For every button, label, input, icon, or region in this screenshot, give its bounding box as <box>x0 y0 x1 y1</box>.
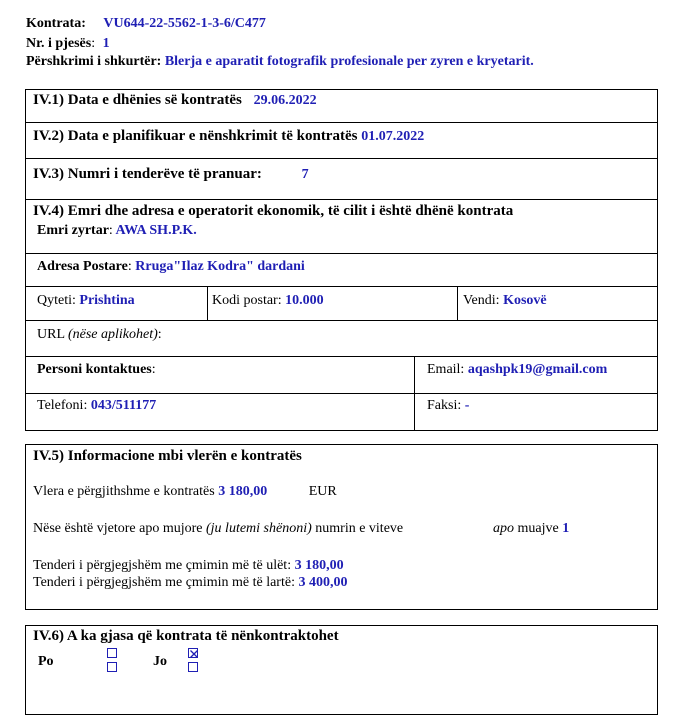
contact-person-label: Personi kontaktues <box>37 362 152 377</box>
country-label: Vendi: <box>463 293 500 308</box>
official-name-label: Emri zyrtar <box>37 223 109 238</box>
fax-line <box>427 398 469 414</box>
signing-date-label: IV.2) Data e planifikuar e nënshkrimit të kontratës <box>33 128 358 144</box>
section-iv4-title: IV.4) Emri dhe adresa e operatorit ekonomik, të cilit i është dhënë kontrata <box>33 203 514 219</box>
divider <box>25 393 658 394</box>
phone-value: 043/511177 <box>90 398 157 413</box>
lowest-tender-line <box>33 558 344 574</box>
checkbox-yes-box[interactable] <box>107 662 117 672</box>
divider <box>25 199 658 200</box>
part-line: Nr. i pjesës: 1 <box>26 36 110 51</box>
tenders-count-value: 7 <box>301 167 309 182</box>
lowest-tender-value: 3 180,00 <box>294 558 344 573</box>
x-mark-icon <box>189 649 199 659</box>
email-label: Email: <box>427 362 465 377</box>
divider-vertical <box>414 356 415 431</box>
divider <box>25 253 658 254</box>
postal-address-value: Rruga"Ilaz Kodra" dardani <box>135 259 305 274</box>
divider-vertical <box>207 286 208 320</box>
divider <box>25 286 658 287</box>
fax-value: - <box>464 398 470 413</box>
contact-person-line: Personi kontaktues: <box>37 362 156 377</box>
months-label: muajve <box>517 521 559 536</box>
official-name-line: Emri zyrtar: AWA SH.P.K. <box>37 223 197 238</box>
country-value: Kosovë <box>503 293 547 308</box>
city-value: Prishtina <box>79 293 135 308</box>
checkbox-no-box[interactable] <box>188 662 198 672</box>
checkbox-yes[interactable] <box>107 648 117 658</box>
url-note: (nëse aplikohet) <box>67 327 158 342</box>
divider <box>25 356 658 357</box>
postal-address-line: Adresa Postare: Rruga"Ilaz Kodra" dardani <box>37 259 305 274</box>
city-line <box>37 293 135 309</box>
url-label: URL <box>37 327 65 342</box>
section-iv3 <box>33 166 309 183</box>
duration-line <box>33 521 403 537</box>
duration-text-c: numrin e viteve <box>315 521 404 536</box>
divider <box>25 158 658 159</box>
months-value: 1 <box>562 521 570 536</box>
country-line <box>463 293 547 309</box>
option-no-label: Jo <box>153 654 167 669</box>
description-line <box>26 54 534 70</box>
duration-text-a: Nëse është vjetore apo mujore <box>33 521 203 536</box>
city-label: Qyteti: <box>37 293 76 308</box>
postal-code-value: 10.000 <box>285 293 324 308</box>
signing-date-value: 01.07.2022 <box>361 129 425 144</box>
lowest-tender-label: Tenderi i përgjegjshëm me çmimin më të ulët: <box>33 558 292 573</box>
total-value: 3 180,00 <box>218 484 268 499</box>
fax-label: Faksi: <box>427 398 462 413</box>
highest-tender-line <box>33 575 347 591</box>
section-iv2 <box>33 128 424 145</box>
postal-address-label: Adresa Postare <box>37 259 128 274</box>
duration-text-b: (ju lutemi shënoni) <box>206 521 312 536</box>
contract-label: Kontrata: <box>26 16 86 31</box>
apo-text: apo <box>493 521 514 536</box>
contract-line <box>26 16 266 32</box>
tenders-count-label: IV.3) Numri i tenderëve të pranuar: <box>33 166 262 182</box>
phone-label: Telefoni: <box>37 398 88 413</box>
part-label: Nr. i pjesës <box>26 36 92 51</box>
email-value: aqashpk19@gmail.com <box>467 362 608 377</box>
divider <box>25 122 658 123</box>
award-date-label: IV.1) Data e dhënies së kontratës <box>33 92 242 108</box>
official-name-value: AWA SH.P.K. <box>115 223 197 238</box>
currency: EUR <box>308 484 337 499</box>
section-iv1 <box>33 92 317 109</box>
divider-vertical <box>457 286 458 320</box>
postal-code-line <box>212 293 324 309</box>
phone-line <box>37 398 156 414</box>
option-yes-label: Po <box>38 654 54 669</box>
highest-tender-value: 3 400,00 <box>298 575 348 590</box>
total-value-label: Vlera e përgjithshme e kontratës <box>33 484 215 499</box>
section-iv5-title: IV.5) Informacione mbi vlerën e kontratës <box>33 448 302 464</box>
description-value: Blerja e aparatit fotografik profesionale per zyren e kryetarit. <box>164 54 534 69</box>
part-number: 1 <box>102 36 110 51</box>
section-iv6-title: IV.6) A ka gjasa që kontrata të nënkontraktohet <box>33 628 339 644</box>
highest-tender-label: Tenderi i përgjegjshëm me çmimin më të lartë: <box>33 575 295 590</box>
months-line <box>493 521 569 537</box>
divider <box>25 320 658 321</box>
award-date-value: 29.06.2022 <box>253 93 317 108</box>
contract-number: VU644-22-5562-1-3-6/C477 <box>103 16 266 31</box>
postal-code-label: Kodi postar: <box>212 293 282 308</box>
checkbox-no-checked[interactable] <box>188 648 198 658</box>
description-label: Përshkrimi i shkurtër: <box>26 54 162 69</box>
url-line: URL (nëse aplikohet): <box>37 327 162 342</box>
total-value-line <box>33 484 337 500</box>
email-line <box>427 362 607 378</box>
